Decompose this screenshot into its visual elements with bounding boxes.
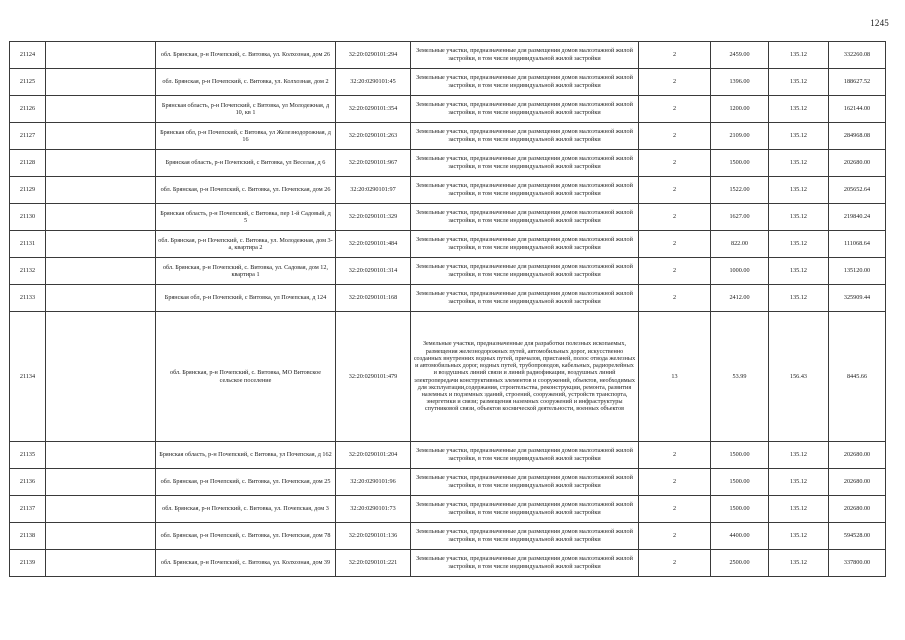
group-code-cell: 2 xyxy=(639,42,711,69)
address-cell: обл. Брянская, р-н Почепский, с. Витовка, ул. Молодежная, дом 3-а, квартира 2 xyxy=(156,231,336,258)
area-cell: 4400.00 xyxy=(711,523,769,550)
row-number-cell: 21130 xyxy=(10,204,46,231)
group-code-cell: 2 xyxy=(639,442,711,469)
specific-value-cell: 135.12 xyxy=(769,177,829,204)
group-code-cell: 2 xyxy=(639,285,711,312)
specific-value-cell: 135.12 xyxy=(769,496,829,523)
row-number-cell: 21124 xyxy=(10,42,46,69)
address-cell: обл. Брянская, р-н Почепский, с. Витовка, ул. Колхозная, дом 26 xyxy=(156,42,336,69)
table-row xyxy=(10,123,886,150)
address-cell: обл. Брянская, р-н Почепский, с. Витовка, МО Витовское сельское поселение xyxy=(156,312,336,442)
address-cell: обл. Брянская, р-н Почепский, с. Витовка, ул. Колхозная, дом 39 xyxy=(156,550,336,577)
cadastral-value-table xyxy=(9,41,886,577)
cadastral-number-cell: 32:20:0290101:45 xyxy=(336,69,411,96)
area-cell: 1627.00 xyxy=(711,204,769,231)
table-body xyxy=(10,42,886,577)
land-use-cell: Земельные участки, предназначенные для размещения домов малоэтажной жилой застройки, в том числе индивидуальной жилой застройки xyxy=(411,96,639,123)
group-code-cell: 2 xyxy=(639,258,711,285)
address-cell: обл. Брянская, р-н Почепский, с. Витовка, ул. Почепская, дом 3 xyxy=(156,496,336,523)
area-cell: 1200.00 xyxy=(711,96,769,123)
row-number-cell: 21135 xyxy=(10,442,46,469)
address-cell: Брянская область, р-н Почепский, с Витовка, пер 1-й Садовый, д 5 xyxy=(156,204,336,231)
group-code-cell: 2 xyxy=(639,150,711,177)
table-row xyxy=(10,442,886,469)
area-cell: 1396.00 xyxy=(711,69,769,96)
row-number-cell: 21128 xyxy=(10,150,46,177)
specific-value-cell: 135.12 xyxy=(769,150,829,177)
table-row xyxy=(10,231,886,258)
group-code-cell: 2 xyxy=(639,469,711,496)
land-use-cell: Земельные участки, предназначенные для размещения домов малоэтажной жилой застройки, в том числе индивидуальной жилой застройки xyxy=(411,123,639,150)
table-row xyxy=(10,69,886,96)
table-row xyxy=(10,177,886,204)
area-cell: 1500.00 xyxy=(711,469,769,496)
land-use-cell: Земельные участки, предназначенные для размещения домов малоэтажной жилой застройки, в том числе индивидуальной жилой застройки xyxy=(411,523,639,550)
address-cell: Брянская обл, р-н Почепский, с Витовка, ул Почепская, д 124 xyxy=(156,285,336,312)
cadastral-value-cell: 202680.00 xyxy=(829,150,886,177)
specific-value-cell: 135.12 xyxy=(769,258,829,285)
address-cell: Брянская область, р-н Почепский, с Витовка, ул Почепская, д 162 xyxy=(156,442,336,469)
cadastral-value-cell: 135120.00 xyxy=(829,258,886,285)
cadastral-number-cell: 32:20:0290101:484 xyxy=(336,231,411,258)
land-use-cell: Земельные участки, предназначенные для размещения домов малоэтажной жилой застройки, в том числе индивидуальной жилой застройки xyxy=(411,150,639,177)
cadastral-value-cell: 111068.64 xyxy=(829,231,886,258)
land-use-cell: Земельные участки, предназначенные для разработки полезных ископаемых, размещения железнодорожных путей, автомобильных дорог, искусственно созданных внутренних водных путей, причалов, пристаней, полос отвода железных и автомобильных дорог, водных путей, трубопроводов, кабельных, радиорелейных и воздушных линий связи и линий радиофикации, воздушных линий электропередачи конструктивных элементов и сооружений, объектов, необходимых для эксплуатации,содержания, строительства, реконструкции, ремонта, развития наземных и подземных зданий, строений, сооружений, устройств транспорта, энергетики и связи; размещения наземных сооружений и инфраструктуры спутниковой связи, объектов космической деятельности, военных объектов xyxy=(411,312,639,442)
area-cell: 53.99 xyxy=(711,312,769,442)
land-use-cell: Земельные участки, предназначенные для размещения домов малоэтажной жилой застройки, в том числе индивидуальной жилой застройки xyxy=(411,442,639,469)
group-code-cell: 2 xyxy=(639,96,711,123)
spacer-cell xyxy=(46,150,156,177)
specific-value-cell: 135.12 xyxy=(769,123,829,150)
cadastral-value-cell: 325909.44 xyxy=(829,285,886,312)
specific-value-cell: 135.12 xyxy=(769,469,829,496)
spacer-cell xyxy=(46,123,156,150)
spacer-cell xyxy=(46,285,156,312)
row-number-cell: 21127 xyxy=(10,123,46,150)
cadastral-value-cell: 337800.00 xyxy=(829,550,886,577)
land-use-cell: Земельные участки, предназначенные для размещения домов малоэтажной жилой застройки, в том числе индивидуальной жилой застройки xyxy=(411,231,639,258)
cadastral-number-cell: 32:20:0290101:136 xyxy=(336,523,411,550)
cadastral-number-cell: 32:20:0290101:204 xyxy=(336,442,411,469)
cadastral-number-cell: 32:20:0290101:96 xyxy=(336,469,411,496)
group-code-cell: 2 xyxy=(639,204,711,231)
specific-value-cell: 135.12 xyxy=(769,69,829,96)
cadastral-number-cell: 32:20:0290101:479 xyxy=(336,312,411,442)
group-code-cell: 2 xyxy=(639,69,711,96)
cadastral-number-cell: 32:20:0290101:294 xyxy=(336,42,411,69)
area-cell: 2109.00 xyxy=(711,123,769,150)
spacer-cell xyxy=(46,469,156,496)
area-cell: 1000.00 xyxy=(711,258,769,285)
group-code-cell: 2 xyxy=(639,177,711,204)
cadastral-value-cell: 202680.00 xyxy=(829,496,886,523)
page-number: 1245 xyxy=(870,18,889,28)
cadastral-value-cell: 205652.64 xyxy=(829,177,886,204)
cadastral-value-cell: 219840.24 xyxy=(829,204,886,231)
row-number-cell: 21133 xyxy=(10,285,46,312)
area-cell: 2500.00 xyxy=(711,550,769,577)
area-cell: 1500.00 xyxy=(711,150,769,177)
spacer-cell xyxy=(46,231,156,258)
specific-value-cell: 135.12 xyxy=(769,523,829,550)
group-code-cell: 2 xyxy=(639,123,711,150)
address-cell: обл. Брянская, р-н Почепский, с. Витовка, ул. Почепская, дом 25 xyxy=(156,469,336,496)
row-number-cell: 21136 xyxy=(10,469,46,496)
cadastral-number-cell: 32:20:0290101:73 xyxy=(336,496,411,523)
row-number-cell: 21129 xyxy=(10,177,46,204)
land-use-cell: Земельные участки, предназначенные для размещения домов малоэтажной жилой застройки, в том числе индивидуальной жилой застройки xyxy=(411,550,639,577)
address-cell: обл. Брянская, р-н Почепский, с. Витовка, ул. Почепская, дом 78 xyxy=(156,523,336,550)
land-use-cell: Земельные участки, предназначенные для размещения домов малоэтажной жилой застройки, в том числе индивидуальной жилой застройки xyxy=(411,42,639,69)
specific-value-cell: 135.12 xyxy=(769,42,829,69)
land-use-cell: Земельные участки, предназначенные для размещения домов малоэтажной жилой застройки, в том числе индивидуальной жилой застройки xyxy=(411,177,639,204)
row-number-cell: 21134 xyxy=(10,312,46,442)
cadastral-value-cell: 202680.00 xyxy=(829,469,886,496)
row-number-cell: 21139 xyxy=(10,550,46,577)
specific-value-cell: 135.12 xyxy=(769,96,829,123)
row-number-cell: 21126 xyxy=(10,96,46,123)
specific-value-cell: 135.12 xyxy=(769,442,829,469)
row-number-cell: 21137 xyxy=(10,496,46,523)
group-code-cell: 2 xyxy=(639,550,711,577)
spacer-cell xyxy=(46,177,156,204)
table-row xyxy=(10,285,886,312)
area-cell: 2412.00 xyxy=(711,285,769,312)
table-row xyxy=(10,496,886,523)
cadastral-number-cell: 32:20:0290101:263 xyxy=(336,123,411,150)
cadastral-number-cell: 32:20:0290101:314 xyxy=(336,258,411,285)
cadastral-value-cell: 188627.52 xyxy=(829,69,886,96)
land-use-cell: Земельные участки, предназначенные для размещения домов малоэтажной жилой застройки, в том числе индивидуальной жилой застройки xyxy=(411,285,639,312)
group-code-cell: 2 xyxy=(639,231,711,258)
table-row xyxy=(10,204,886,231)
table-row xyxy=(10,469,886,496)
cadastral-value-cell: 594528.00 xyxy=(829,523,886,550)
spacer-cell xyxy=(46,204,156,231)
cadastral-value-cell: 332260.08 xyxy=(829,42,886,69)
cadastral-number-cell: 32:20:0290101:221 xyxy=(336,550,411,577)
address-cell: обл. Брянская, р-н Почепский, с. Витовка, ул. Садовая, дом 12, квартира 1 xyxy=(156,258,336,285)
row-number-cell: 21125 xyxy=(10,69,46,96)
specific-value-cell: 135.12 xyxy=(769,204,829,231)
table-row xyxy=(10,523,886,550)
specific-value-cell: 135.12 xyxy=(769,285,829,312)
specific-value-cell: 135.12 xyxy=(769,231,829,258)
cadastral-value-cell: 202680.00 xyxy=(829,442,886,469)
row-number-cell: 21138 xyxy=(10,523,46,550)
table-row xyxy=(10,150,886,177)
land-use-cell: Земельные участки, предназначенные для размещения домов малоэтажной жилой застройки, в том числе индивидуальной жилой застройки xyxy=(411,69,639,96)
table-row xyxy=(10,96,886,123)
spacer-cell xyxy=(46,312,156,442)
address-cell: обл. Брянская, р-н Почепский, с. Витовка, ул. Колхозная, дом 2 xyxy=(156,69,336,96)
group-code-cell: 2 xyxy=(639,496,711,523)
land-use-cell: Земельные участки, предназначенные для размещения домов малоэтажной жилой застройки, в том числе индивидуальной жилой застройки xyxy=(411,204,639,231)
cadastral-number-cell: 32:20:0290101:168 xyxy=(336,285,411,312)
area-cell: 1522.00 xyxy=(711,177,769,204)
cadastral-value-cell: 8445.66 xyxy=(829,312,886,442)
area-cell: 1500.00 xyxy=(711,442,769,469)
spacer-cell xyxy=(46,496,156,523)
cadastral-value-cell: 162144.00 xyxy=(829,96,886,123)
row-number-cell: 21131 xyxy=(10,231,46,258)
land-use-cell: Земельные участки, предназначенные для размещения домов малоэтажной жилой застройки, в том числе индивидуальной жилой застройки xyxy=(411,258,639,285)
table-row xyxy=(10,258,886,285)
group-code-cell: 2 xyxy=(639,523,711,550)
spacer-cell xyxy=(46,96,156,123)
address-cell: Брянская область, р-н Почепский, с Витовка, ул Веселая, д 6 xyxy=(156,150,336,177)
cadastral-number-cell: 32:20:0290101:354 xyxy=(336,96,411,123)
spacer-cell xyxy=(46,42,156,69)
row-number-cell: 21132 xyxy=(10,258,46,285)
table-row xyxy=(10,42,886,69)
spacer-cell xyxy=(46,442,156,469)
address-cell: обл. Брянская, р-н Почепский, с. Витовка, ул. Почепская, дом 26 xyxy=(156,177,336,204)
area-cell: 2459.00 xyxy=(711,42,769,69)
spacer-cell xyxy=(46,69,156,96)
group-code-cell: 13 xyxy=(639,312,711,442)
specific-value-cell: 156.43 xyxy=(769,312,829,442)
table-row xyxy=(10,312,886,442)
cadastral-number-cell: 32:20:0290101:97 xyxy=(336,177,411,204)
cadastral-number-cell: 32:20:0290101:329 xyxy=(336,204,411,231)
specific-value-cell: 135.12 xyxy=(769,550,829,577)
spacer-cell xyxy=(46,523,156,550)
area-cell: 822.00 xyxy=(711,231,769,258)
area-cell: 1500.00 xyxy=(711,496,769,523)
address-cell: Брянская область, р-н Почепский, с Витовка, ул Молодежная, д 10, кв 1 xyxy=(156,96,336,123)
cadastral-number-cell: 32:20:0290101:967 xyxy=(336,150,411,177)
spacer-cell xyxy=(46,258,156,285)
table-row xyxy=(10,550,886,577)
address-cell: Брянская обл, р-н Почепский, с Витовка, ул Железнодорожная, д 16 xyxy=(156,123,336,150)
land-use-cell: Земельные участки, предназначенные для размещения домов малоэтажной жилой застройки, в том числе индивидуальной жилой застройки xyxy=(411,469,639,496)
cadastral-value-cell: 284968.08 xyxy=(829,123,886,150)
land-use-cell: Земельные участки, предназначенные для размещения домов малоэтажной жилой застройки, в том числе индивидуальной жилой застройки xyxy=(411,496,639,523)
spacer-cell xyxy=(46,550,156,577)
